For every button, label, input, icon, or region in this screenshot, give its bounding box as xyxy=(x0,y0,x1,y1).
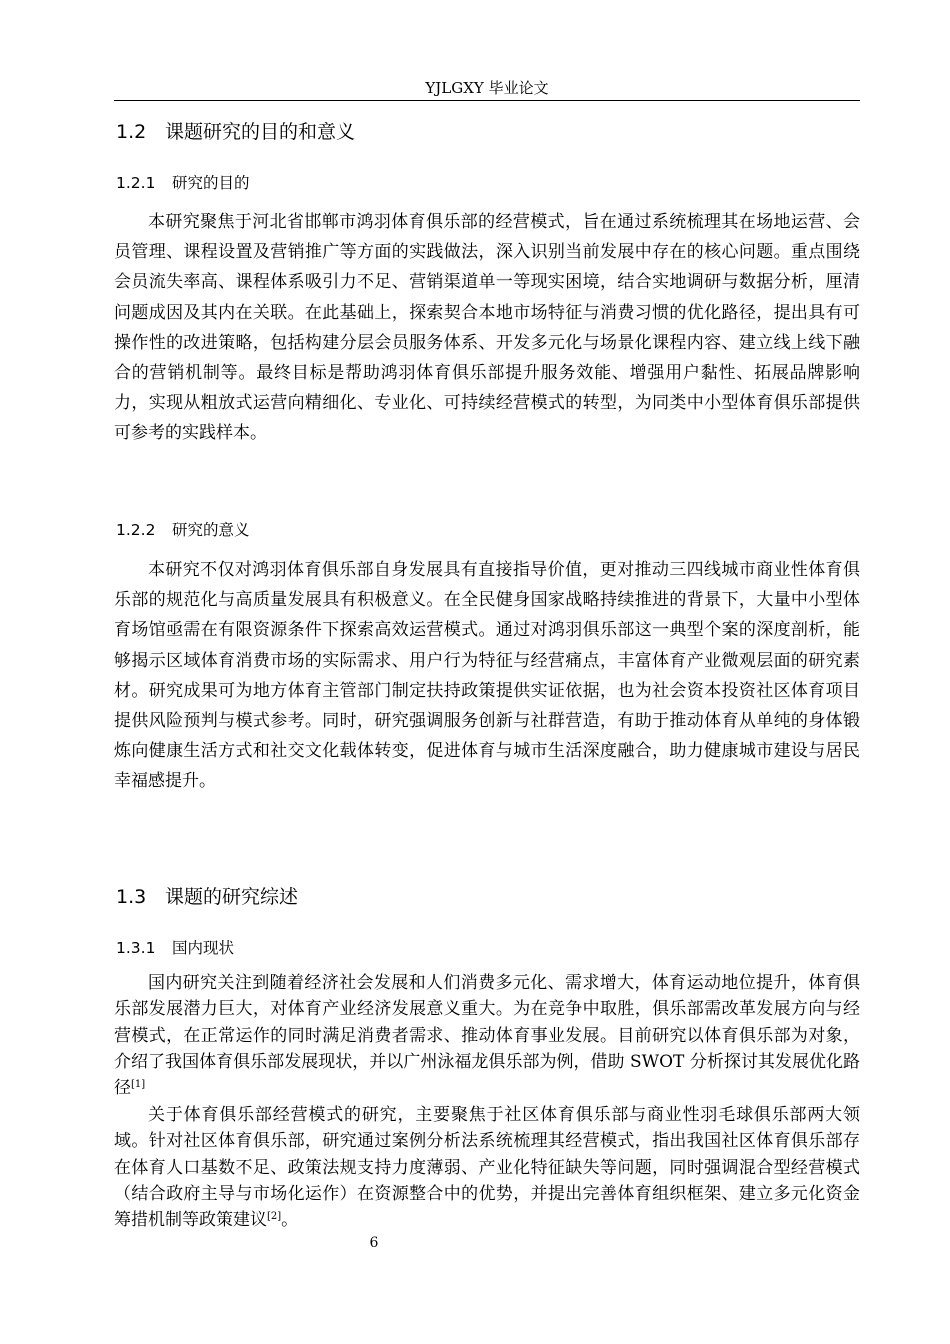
subsection-heading-1-2-1 xyxy=(116,173,250,193)
paragraph-domestic-1 xyxy=(114,970,860,1101)
paragraph-domestic-2 xyxy=(114,1102,860,1233)
paragraph-purpose: 本研究聚焦于河北省邯郸市鸿羽体育俱乐部的经营模式，旨在通过系统梳理其在场地运营、会员管理、课程设置及营销推广等方面的实践做法，深入识别当前发展中存在的核心问题。重点围绕会员流失率高、课程体系吸引力不足、营销渠道单一等现实困境，结合实地调研与数据分析，厘清问题成因及其内在关联。在此基础上，探索契合本地市场特征与消费习惯的优化路径，提出具有可操作性的改进策略，包括构建分层会员服务体系、开发多元化与场景化课程内容、建立线上线下融合的营销机制等。最终目标是帮助鸿羽体育俱乐部提升服务效能、增强用户黏性、拓展品牌影响力，实现从粗放式运营向精细化、专业化、可持续经营模式的转型，为同类中小型体育俱乐部提供可参考的实践样本。 xyxy=(114,212,860,444)
paragraph-text: 关于体育俱乐部经营模式的研究，主要聚焦于社区体育俱乐部与商业性羽毛球俱乐部两大领域。针对社区体育俱乐部，研究通过案例分析法系统梳理其经营模式，指出我国社区体育俱乐部存在体育人口基数不足、政策法规支持力度薄弱、产业化特征缺失等问题，同时强调混合型经营模式（结合政府主导与市场化运作）在资源整合中的优势，并提出完善体育组织框架、建立多元化资金筹措机制等政策建议 xyxy=(114,1105,860,1231)
subsection-number: 1.2.1 xyxy=(116,174,156,192)
section-title: 课题的研究综述 xyxy=(165,886,299,908)
citation-ref[interactable]: [1] xyxy=(131,1079,146,1091)
citation-ref[interactable]: [2] xyxy=(267,1211,282,1223)
page-header: YJLGXY 毕业论文 xyxy=(425,79,549,97)
section-number: 1.2 xyxy=(116,121,147,143)
subsection-number: 1.2.2 xyxy=(116,521,156,539)
subsection-number: 1.3.1 xyxy=(116,939,156,957)
subsection-title: 研究的目的 xyxy=(172,174,250,192)
subsection-heading-1-2-2 xyxy=(116,520,250,540)
subsection-heading-1-3-1 xyxy=(116,938,234,958)
header-rule xyxy=(114,100,860,101)
section-heading-1-3 xyxy=(116,885,298,909)
subsection-title: 国内现状 xyxy=(172,939,235,957)
paragraph-end: 。 xyxy=(281,1210,299,1231)
section-title: 课题研究的目的和意义 xyxy=(165,121,356,143)
page-number: 6 xyxy=(369,1235,379,1251)
section-number: 1.3 xyxy=(116,886,147,908)
paragraph-significance: 本研究不仅对鸿羽体育俱乐部自身发展具有直接指导价值，更对推动三四线城市商业性体育俱乐部的规范化与高质量发展具有积极意义。在全民健身国家战略持续推进的背景下，大量中小型体育场馆亟需在有限资源条件下探索高效运营模式。通过对鸿羽俱乐部这一典型个案的深度剖析，能够揭示区域体育消费市场的实际需求、用户行为特征与经营痛点，丰富体育产业微观层面的研究素材。研究成果可为地方体育主管部门制定扶持政策提供实证依据，也为社会资本投资社区体育项目提供风险预判与模式参考。同时，研究强调服务创新与社群营造，有助于推动体育从单纯的身体锻炼向健康生活方式和社交文化载体转变，促进体育与城市生活深度融合，助力健康城市建设与居民幸福感提升。 xyxy=(114,560,860,792)
subsection-title: 研究的意义 xyxy=(172,521,250,539)
paragraph-text: 国内研究关注到随着经济社会发展和人们消费多元化、需求增大，体育运动地位提升，体育俱乐部发展潜力巨大，对体育产业经济发展意义重大。为在竞争中取胜，俱乐部需改革发展方向与经营模式，在正常运作的同时满足消费者需求、推动体育事业发展。目前研究以体育俱乐部为对象，介绍了我国体育俱乐部发展现状，并以广州泳福龙俱乐部为例，借助 SWOT 分析探讨其发展优化路径 xyxy=(114,973,860,1099)
section-heading-1-2 xyxy=(116,120,355,144)
